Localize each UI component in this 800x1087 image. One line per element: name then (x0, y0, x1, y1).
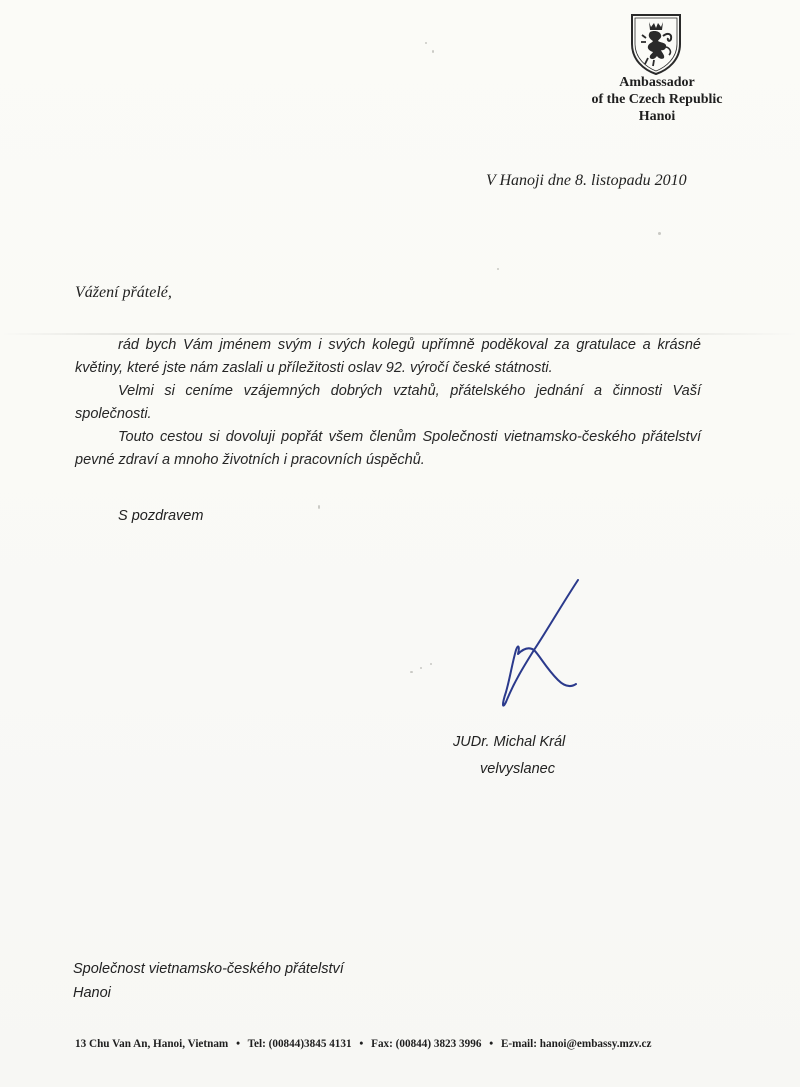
signatory-name: JUDr. Michal Král (453, 734, 566, 750)
letterhead-line-ambassador: Ambassador (619, 75, 695, 90)
footer-email: E-mail: hanoi@embassy.mzv.cz (500, 1038, 652, 1050)
letterhead-line-country: of the Czech Republic (591, 92, 723, 107)
recipient-organization: Společnost vietnamsko-českého přátelství (73, 961, 344, 977)
letter-footer (75, 1038, 735, 1050)
letter-greeting: Vážení přátelé, (75, 284, 172, 301)
body-paragraph: Touto cestou si dovoluji popřát všem členům Společnosti vietnamsko-českého přátelství pevné zdraví a mnoho životních i pracovních úspěchů. (75, 429, 701, 468)
letterhead (572, 74, 742, 125)
body-paragraph: Velmi si ceníme vzájemných dobrých vztahů, přátelského jednání a činnosti Vaší společnosti. (75, 383, 701, 422)
signatory-title: velvyslanec (480, 761, 555, 777)
paper-speck (420, 667, 422, 669)
paper-speck (658, 232, 661, 235)
paper-speck (425, 42, 427, 44)
letter-date: V Hanoji dne 8. listopadu 2010 (486, 172, 687, 189)
body-paragraph: rád bych Vám jménem svým i svých kolegů upřímně poděkoval za gratulace a krásné květiny, které jste nám zaslali u příležitosti oslav 92. výročí české státnosti. (75, 337, 701, 376)
recipient-block (73, 957, 344, 1005)
footer-separator: • (489, 1038, 494, 1050)
recipient-city: Hanoi (73, 985, 111, 1001)
paper-speck (432, 50, 434, 53)
footer-address: 13 Chu Van An, Hanoi, Vietnam (75, 1038, 229, 1050)
czech-lion-coat-of-arms-icon (628, 12, 684, 76)
handwritten-signature (466, 574, 596, 714)
footer-separator: • (236, 1038, 240, 1050)
footer-tel: Tel: (00844)3845 4131 (247, 1038, 352, 1050)
letter-body (75, 334, 701, 472)
footer-fax: Fax: (00844) 3823 3996 (371, 1038, 482, 1050)
paper-speck (410, 671, 413, 673)
letter-closing: S pozdravem (118, 508, 204, 524)
letterhead-line-city: Hanoi (638, 109, 676, 124)
paper-speck (497, 268, 499, 270)
paper-speck (318, 505, 320, 509)
footer-separator: • (359, 1038, 364, 1050)
paper-speck (430, 663, 432, 665)
